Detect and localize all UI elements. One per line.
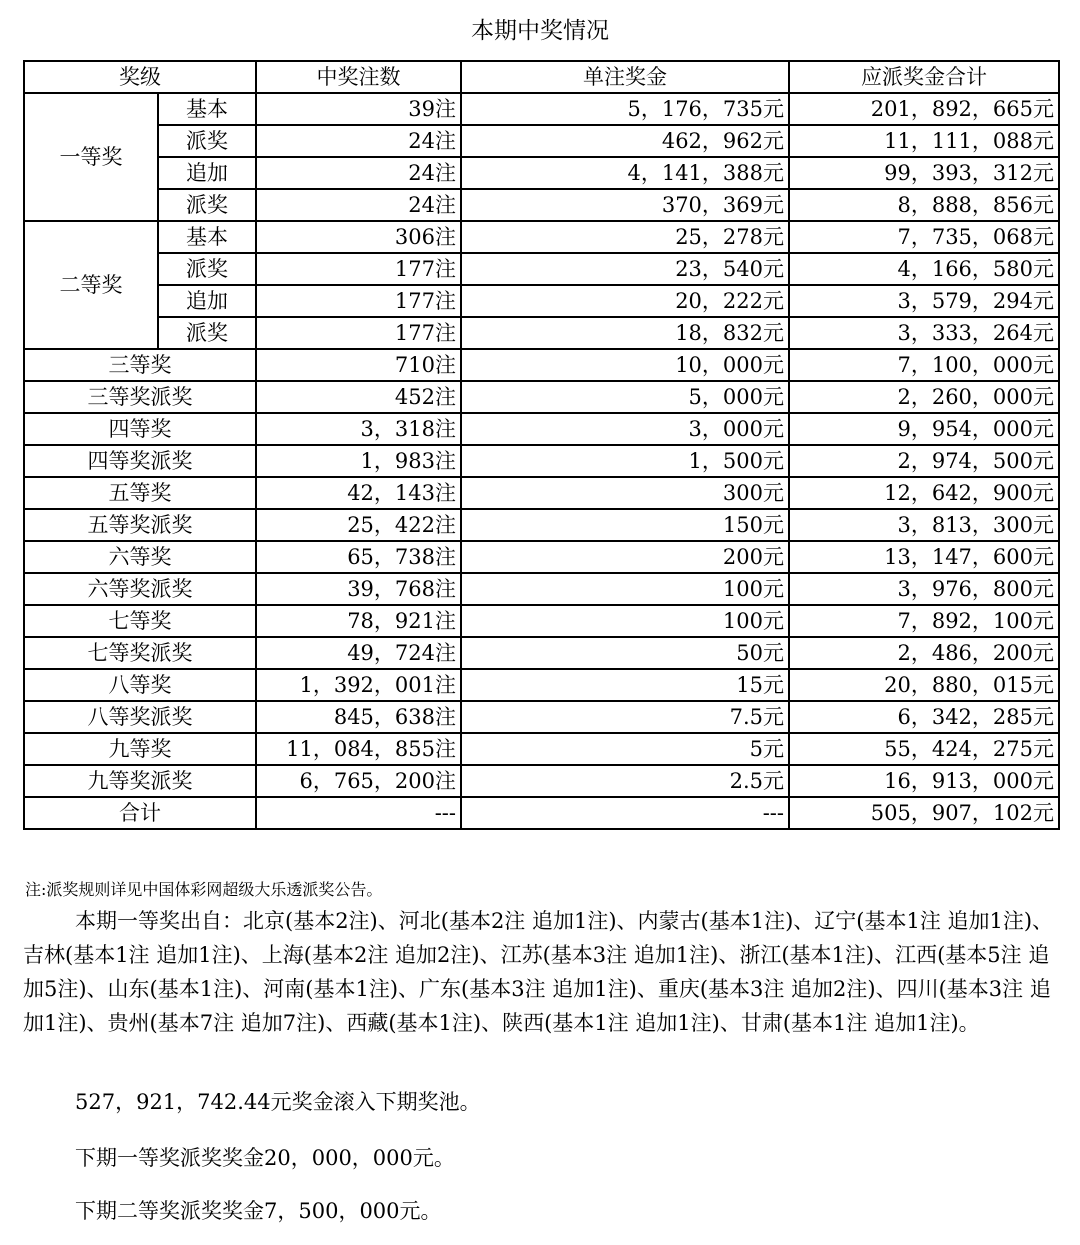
table-row bbox=[24, 509, 1059, 541]
count-cell: 177注 bbox=[256, 253, 461, 285]
next-second-prize-text: 下期二等奖派奖奖金7，500，000元。 bbox=[75, 1199, 442, 1223]
total-cell: 9，954，000元 bbox=[789, 413, 1059, 445]
table-row bbox=[24, 221, 1059, 253]
single-cell: 20，222元 bbox=[461, 285, 789, 317]
level-label: 七等奖派奖 bbox=[24, 637, 256, 669]
page-title: 本期中奖情况 bbox=[471, 18, 609, 44]
single-cell: 7.5元 bbox=[461, 701, 789, 733]
single-cell: 1，500元 bbox=[461, 445, 789, 477]
single-cell: 25，278元 bbox=[461, 221, 789, 253]
header-single: 单注奖金 bbox=[461, 61, 789, 93]
single-cell: 50元 bbox=[461, 637, 789, 669]
single-cell: 3，000元 bbox=[461, 413, 789, 445]
sub-level: 派奖 bbox=[158, 189, 256, 221]
single-cell: 2.5元 bbox=[461, 765, 789, 797]
total-cell: 6，342，285元 bbox=[789, 701, 1059, 733]
table-row bbox=[24, 765, 1059, 797]
level-label: 七等奖 bbox=[24, 605, 256, 637]
total-cell: 3，333，264元 bbox=[789, 317, 1059, 349]
count-cell: 710注 bbox=[256, 349, 461, 381]
footnote: 注:派奖规则详见中国体彩网超级大乐透派奖公告。 bbox=[25, 880, 383, 899]
count-cell: 11，084，855注 bbox=[256, 733, 461, 765]
sum-total: 505，907，102元 bbox=[789, 797, 1059, 829]
single-cell: 200元 bbox=[461, 541, 789, 573]
sub-level: 基本 bbox=[158, 221, 256, 253]
total-cell: 3，976，800元 bbox=[789, 573, 1059, 605]
total-cell: 201，892，665元 bbox=[789, 93, 1059, 125]
single-cell: 18，832元 bbox=[461, 317, 789, 349]
total-cell: 3，579，294元 bbox=[789, 285, 1059, 317]
total-cell: 13，147，600元 bbox=[789, 541, 1059, 573]
count-cell: 42，143注 bbox=[256, 477, 461, 509]
count-cell: 24注 bbox=[256, 189, 461, 221]
level-label: 三等奖 bbox=[24, 349, 256, 381]
rollover-text: 527，921，742.44元奖金滚入下期奖池。 bbox=[75, 1090, 481, 1114]
level-label: 五等奖 bbox=[24, 477, 256, 509]
header-level: 奖级 bbox=[24, 61, 256, 93]
single-cell: 23，540元 bbox=[461, 253, 789, 285]
table-row bbox=[24, 317, 1059, 349]
count-cell: 306注 bbox=[256, 221, 461, 253]
total-cell: 2，974，500元 bbox=[789, 445, 1059, 477]
single-cell: 4，141，388元 bbox=[461, 157, 789, 189]
table-row bbox=[24, 93, 1059, 125]
table-row bbox=[24, 669, 1059, 701]
level-label: 四等奖派奖 bbox=[24, 445, 256, 477]
single-cell: 150元 bbox=[461, 509, 789, 541]
table-row bbox=[24, 573, 1059, 605]
table-row bbox=[24, 413, 1059, 445]
table-row bbox=[24, 253, 1059, 285]
table-row bbox=[24, 477, 1059, 509]
sum-label: 合计 bbox=[24, 797, 256, 829]
count-cell: 177注 bbox=[256, 317, 461, 349]
table-row bbox=[24, 189, 1059, 221]
second-prize-label: 二等奖 bbox=[24, 221, 158, 349]
next-first-prize-text: 下期一等奖派奖奖金20，000，000元。 bbox=[75, 1146, 455, 1170]
single-cell: 5，176，735元 bbox=[461, 93, 789, 125]
table-row bbox=[24, 637, 1059, 669]
single-cell: 5，000元 bbox=[461, 381, 789, 413]
count-cell: 39注 bbox=[256, 93, 461, 125]
count-cell: 845，638注 bbox=[256, 701, 461, 733]
total-cell: 12，642，900元 bbox=[789, 477, 1059, 509]
single-cell: 100元 bbox=[461, 573, 789, 605]
total-cell: 20，880，015元 bbox=[789, 669, 1059, 701]
sub-level: 追加 bbox=[158, 157, 256, 189]
level-label: 三等奖派奖 bbox=[24, 381, 256, 413]
table-row bbox=[24, 349, 1059, 381]
table-row bbox=[24, 733, 1059, 765]
table-row bbox=[24, 541, 1059, 573]
single-cell: 300元 bbox=[461, 477, 789, 509]
count-cell: 177注 bbox=[256, 285, 461, 317]
count-cell: 78，921注 bbox=[256, 605, 461, 637]
sum-row bbox=[24, 797, 1059, 829]
total-cell: 4，166，580元 bbox=[789, 253, 1059, 285]
sub-level: 派奖 bbox=[158, 253, 256, 285]
level-label: 九等奖 bbox=[24, 733, 256, 765]
count-cell: 1，392，001注 bbox=[256, 669, 461, 701]
count-cell: 1，983注 bbox=[256, 445, 461, 477]
total-cell: 99，393，312元 bbox=[789, 157, 1059, 189]
level-label: 八等奖派奖 bbox=[24, 701, 256, 733]
count-cell: 24注 bbox=[256, 125, 461, 157]
table-header-row bbox=[24, 61, 1059, 93]
table-row bbox=[24, 157, 1059, 189]
prize-table bbox=[23, 60, 1060, 830]
level-label: 六等奖派奖 bbox=[24, 573, 256, 605]
total-cell: 2，260，000元 bbox=[789, 381, 1059, 413]
first-prize-label: 一等奖 bbox=[24, 93, 158, 221]
total-cell: 3，813，300元 bbox=[789, 509, 1059, 541]
count-cell: 6，765，200注 bbox=[256, 765, 461, 797]
total-cell: 55，424，275元 bbox=[789, 733, 1059, 765]
sub-level: 派奖 bbox=[158, 125, 256, 157]
count-cell: 39，768注 bbox=[256, 573, 461, 605]
total-cell: 8，888，856元 bbox=[789, 189, 1059, 221]
header-count: 中奖注数 bbox=[256, 61, 461, 93]
sum-count: --- bbox=[256, 797, 461, 829]
level-label: 五等奖派奖 bbox=[24, 509, 256, 541]
sub-level: 追加 bbox=[158, 285, 256, 317]
table-row bbox=[24, 445, 1059, 477]
count-cell: 65，738注 bbox=[256, 541, 461, 573]
total-cell: 7，735，068元 bbox=[789, 221, 1059, 253]
table-row bbox=[24, 701, 1059, 733]
table-row bbox=[24, 285, 1059, 317]
total-cell: 2，486，200元 bbox=[789, 637, 1059, 669]
count-cell: 25，422注 bbox=[256, 509, 461, 541]
count-cell: 3，318注 bbox=[256, 413, 461, 445]
total-cell: 16，913，000元 bbox=[789, 765, 1059, 797]
sum-single: --- bbox=[461, 797, 789, 829]
first-prize-origin: 本期一等奖出自：北京(基本2注)、河北(基本2注 追加1注)、内蒙古(基本1注)、辽宁(基本1注 追加1注)、吉林(基本1注 追加1注)、上海(基本2注 追加2注)、江苏(基本3注 追加1注)、浙江(基本1注)、江西(基本5注 追加5注)、山东(基本1注)、河南(基本1注)、广东(基本3注 追加1注)、重庆(基本3注 追加2注)、四川(基本3注 追加1注)、贵州(基本7注 追加7注)、西藏(基本1注)、陕西(基本1注 追加1注)、甘肃(基本1注 追加1注)。 bbox=[23, 909, 1054, 1035]
total-cell: 7，892，100元 bbox=[789, 605, 1059, 637]
level-label: 九等奖派奖 bbox=[24, 765, 256, 797]
single-cell: 5元 bbox=[461, 733, 789, 765]
level-label: 四等奖 bbox=[24, 413, 256, 445]
table-row bbox=[24, 381, 1059, 413]
single-cell: 10，000元 bbox=[461, 349, 789, 381]
total-cell: 11，111，088元 bbox=[789, 125, 1059, 157]
single-cell: 100元 bbox=[461, 605, 789, 637]
level-label: 八等奖 bbox=[24, 669, 256, 701]
count-cell: 49，724注 bbox=[256, 637, 461, 669]
total-cell: 7，100，000元 bbox=[789, 349, 1059, 381]
table-row bbox=[24, 605, 1059, 637]
single-cell: 462，962元 bbox=[461, 125, 789, 157]
level-label: 六等奖 bbox=[24, 541, 256, 573]
single-cell: 370，369元 bbox=[461, 189, 789, 221]
table-row bbox=[24, 125, 1059, 157]
sub-level: 派奖 bbox=[158, 317, 256, 349]
sub-level: 基本 bbox=[158, 93, 256, 125]
count-cell: 24注 bbox=[256, 157, 461, 189]
single-cell: 15元 bbox=[461, 669, 789, 701]
header-total: 应派奖金合计 bbox=[789, 61, 1059, 93]
count-cell: 452注 bbox=[256, 381, 461, 413]
